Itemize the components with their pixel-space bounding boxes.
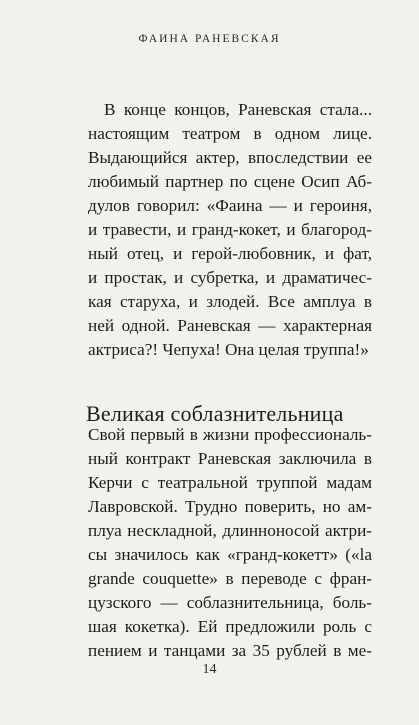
page-number: 14 bbox=[202, 662, 217, 677]
text-line: grande couquette» в переводе с фран- bbox=[88, 569, 372, 588]
text-line: Свой первый в жизни профессиональ- bbox=[88, 425, 372, 444]
text-line: ный контракт Раневская заключила в bbox=[88, 449, 372, 468]
text-line: актриса?! Чепуха! Она целая труппа!» bbox=[88, 340, 369, 359]
text-line: сы значилось как «гранд-кокетт» («la bbox=[88, 545, 372, 564]
text-line: и травести, и гранд-кокет, и благород- bbox=[88, 220, 372, 239]
text-line: любимый партнер по сцене Осип Аб- bbox=[88, 172, 372, 191]
text-line: шая кокетка). Ей предложили роль с bbox=[88, 617, 372, 636]
text-line: В конце концов, Раневская стала... bbox=[104, 100, 372, 119]
text-line: Выдающийся актер, впоследствии ее bbox=[88, 148, 372, 167]
text-line: и простак, и субретка, и драматичес- bbox=[88, 268, 372, 287]
text-line: ней одной. Раневская — характерная bbox=[88, 316, 372, 335]
text-line: кая старуха, и злодей. Все амплуа в bbox=[88, 292, 372, 311]
text-line: настоящим театром в одном лице. bbox=[88, 124, 372, 143]
text-line: цузского — соблазнительница, боль- bbox=[88, 593, 372, 612]
text-line: дулов говорил: «Фаина — и героиня, bbox=[88, 196, 372, 215]
text-line: Лавровской. Трудно поверить, но ам- bbox=[88, 497, 372, 516]
section-heading: Великая соблазнительница bbox=[86, 401, 344, 426]
running-head: ФАИНА РАНЕВСКАЯ bbox=[138, 33, 281, 45]
text-line: Керчи с театральной труппой мадам bbox=[88, 473, 372, 492]
text-line: ный отец, и герой-любовник, и фат, bbox=[88, 244, 372, 263]
text-line: плуа нескладной, длинноносой актри- bbox=[88, 521, 372, 540]
text-line: пением и танцами за 35 рублей в ме- bbox=[88, 641, 372, 660]
